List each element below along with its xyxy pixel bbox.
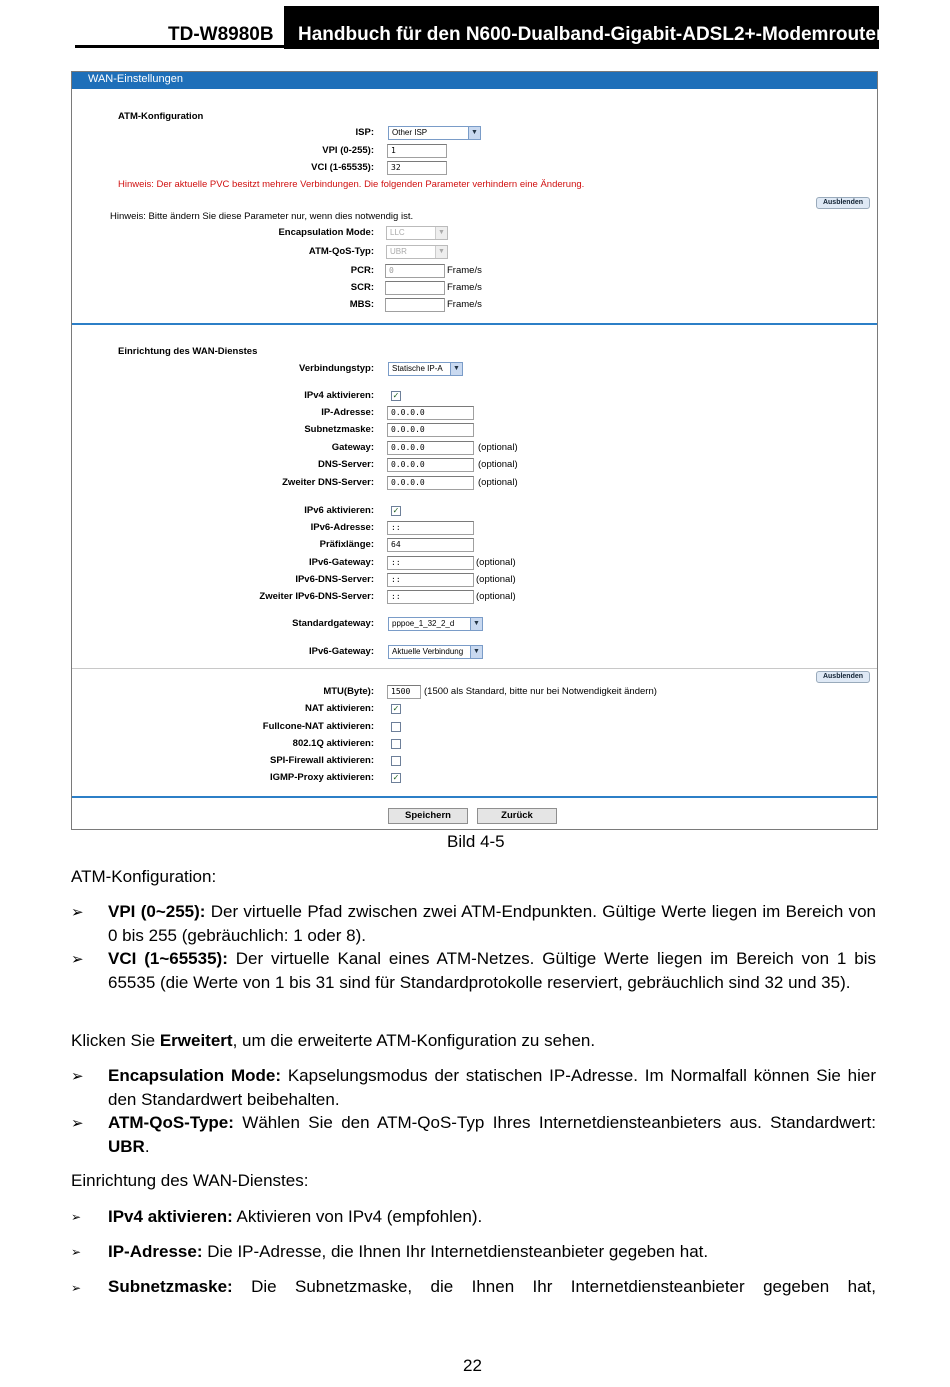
ipv4-desc-text: Aktivieren von IPv4 (empfohlen). [232, 1207, 483, 1226]
ipv6-gw-label: IPv6-Gateway: [309, 557, 374, 568]
wan-heading: Einrichtung des WAN-Dienstes [118, 346, 258, 357]
prefix-label: Präfixlänge: [319, 539, 374, 550]
isp-select[interactable] [388, 126, 481, 140]
qos-default: UBR [108, 1136, 145, 1156]
section-divider [72, 323, 877, 325]
ipv4-enable-checkbox[interactable]: ✓ [392, 391, 400, 400]
window-title: WAN-Einstellungen [88, 73, 183, 85]
save-button[interactable]: Speichern [388, 808, 468, 824]
page-number: 22 [463, 1356, 482, 1375]
ipv4-enable-label: IPv4 aktivieren: [304, 390, 374, 401]
conn-type-select[interactable] [388, 362, 463, 376]
pvc-warning: Hinweis: Der aktuelle PVC besitzt mehrere Verbindungen. Die folgenden Parameter verhindern eine Änderung. [118, 179, 585, 190]
ipv6-dns-label: IPv6-DNS-Server: [295, 574, 374, 585]
hide-atm-advanced-button[interactable]: Ausblenden [816, 197, 870, 209]
ipv6-enable-checkbox[interactable]: ✓ [392, 506, 400, 515]
qos-desc-text: Wählen Sie den ATM-QoS-Typ Ihres Internetdiensteanbieters aus. Standardwert: [233, 1113, 876, 1132]
spi-checkbox[interactable] [391, 756, 401, 766]
chevron-down-icon: ▼ [470, 618, 482, 630]
vci-label: VCI (1-65535): [311, 162, 374, 173]
vpi-label: VPI (0-255): [322, 145, 374, 156]
ipv6-dns2-input[interactable]: :: [387, 590, 474, 604]
scr-input[interactable] [385, 281, 445, 295]
qos-description [108, 1111, 876, 1158]
ipv6-gw-optional: (optional) [476, 557, 516, 568]
default-gw-select[interactable] [388, 617, 483, 631]
bullet-arrow-icon: ➢ [71, 1210, 82, 1224]
mbs-unit: Frame/s [447, 299, 482, 310]
ip-term: IP-Adresse: [108, 1242, 203, 1261]
encap-desc-text: Kapselungsmodus der statischen IP-Adresse. Im Normalfall können Sie hier den Standardwert beibehalten. [108, 1066, 876, 1109]
dns2-input[interactable]: 0.0.0.0 [387, 476, 474, 490]
chevron-down-icon: ▼ [450, 363, 462, 375]
chevron-down-icon: ▼ [468, 127, 480, 139]
figure-caption: Bild 4-5 [447, 832, 505, 851]
advanced-paragraph [71, 1031, 595, 1051]
prefix-input[interactable]: 64 [387, 538, 474, 552]
nat-checkbox[interactable]: ✓ [392, 704, 400, 713]
qos-term: ATM-QoS-Type: [108, 1113, 234, 1132]
dot1q-checkbox[interactable] [391, 739, 401, 749]
ipv6-gw-sel-value: Aktuelle Verbindung [392, 647, 464, 656]
pcr-unit: Frame/s [447, 265, 482, 276]
default-gw-value: pppoe_1_32_2_d [392, 619, 455, 628]
fullcone-checkbox[interactable] [391, 722, 401, 732]
qos-value: UBR [390, 247, 407, 256]
advanced-term: Erweitert [159, 1031, 233, 1050]
bullet-arrow-icon: ➢ [71, 904, 84, 921]
encap-description [108, 1064, 876, 1111]
ipv6-addr-label: IPv6-Adresse: [310, 522, 374, 533]
ipv6-enable-label: IPv6 aktivieren: [304, 505, 374, 516]
default-gw-label: Standardgateway: [292, 618, 374, 629]
spi-label: SPI-Firewall aktivieren: [269, 755, 374, 766]
pcr-input[interactable]: 0 [385, 264, 445, 278]
gateway-input[interactable]: 0.0.0.0 [387, 441, 474, 455]
scr-unit: Frame/s [447, 282, 482, 293]
pcr-label: PCR: [350, 265, 374, 276]
qos-end: . [144, 1136, 150, 1156]
conn-type-value: Statische IP-A [392, 364, 443, 373]
fullcone-label: Fullcone-NAT aktivieren: [262, 721, 374, 732]
isp-label: ISP: [355, 127, 374, 138]
dns-input[interactable]: 0.0.0.0 [387, 458, 474, 472]
model-name: TD-W8980B [168, 24, 274, 45]
ipv6-dns-optional: (optional) [476, 574, 516, 585]
qos-label: ATM-QoS-Typ: [308, 246, 374, 257]
gateway-optional: (optional) [478, 442, 518, 453]
vci-description [108, 947, 876, 994]
ipv6-gw-input[interactable]: :: [387, 556, 474, 570]
ipv6-gw-select[interactable] [388, 645, 483, 659]
header-underline [75, 45, 285, 48]
subnet-desc-text: Die Subnetzmaske, die Ihnen Ihr Internetdiensteanbieter gegeben hat, [232, 1277, 876, 1296]
mtu-note: (1500 als Standard, bitte nur bei Notwendigkeit ändern) [424, 686, 657, 697]
encap-select[interactable] [386, 226, 448, 240]
vci-term: VCI (1~65535): [108, 949, 228, 968]
vpi-description [108, 900, 876, 947]
ipv6-gw-sel-label: IPv6-Gateway: [309, 646, 374, 657]
ipv6-dns-input[interactable]: :: [387, 573, 474, 587]
vci-desc-text: Der virtuelle Kanal eines ATM-Netzes. Gültige Werte liegen im Bereich von 1 bis 65535 (die Werte von 1 bis 31 sind für Standardprotokolle reserviert, gebräuchlich sind 32 und 35). [108, 949, 876, 992]
advanced-divider [72, 668, 877, 669]
subnet-input[interactable]: 0.0.0.0 [387, 423, 474, 437]
qos-select[interactable] [386, 245, 448, 259]
atm-heading: ATM-Konfiguration [118, 111, 204, 122]
subnet-term: Subnetzmaske: [108, 1277, 233, 1296]
isp-value: Other ISP [392, 128, 428, 137]
conn-type-label: Verbindungstyp: [299, 363, 374, 374]
bullet-arrow-icon: ➢ [71, 951, 84, 968]
ip-input[interactable]: 0.0.0.0 [387, 406, 474, 420]
ip-desc-text: Die IP-Adresse, die Ihnen Ihr Internetdiensteanbieter gegeben hat. [202, 1242, 709, 1261]
back-button[interactable]: Zurück [477, 808, 557, 824]
igmp-label: IGMP-Proxy aktivieren: [269, 772, 374, 783]
encap-term: Encapsulation Mode: [108, 1066, 282, 1085]
bullet-arrow-icon: ➢ [71, 1245, 82, 1259]
gateway-label: Gateway: [331, 442, 374, 453]
ipv4-term: IPv4 aktivieren: [108, 1207, 233, 1226]
ipv4-description [108, 1205, 876, 1229]
encap-value: LLC [390, 228, 405, 237]
chevron-down-icon: ▼ [435, 227, 447, 239]
mbs-input[interactable] [385, 298, 445, 312]
dns-label: DNS-Server: [318, 459, 374, 470]
nat-label: NAT aktivieren: [305, 703, 374, 714]
change-hint: Hinweis: Bitte ändern Sie diese Parameter nur, wenn dies notwendig ist. [110, 211, 414, 222]
subnet-description [108, 1275, 876, 1299]
bullet-arrow-icon: ➢ [71, 1068, 84, 1085]
vpi-input[interactable]: 1 [387, 144, 447, 158]
mtu-label: MTU(Byte): [323, 686, 374, 697]
dns-optional: (optional) [478, 459, 518, 470]
ip-description [108, 1240, 876, 1264]
vpi-term: VPI (0~255): [108, 902, 206, 921]
chevron-down-icon: ▼ [470, 646, 482, 658]
dot1q-label: 802.1Q aktivieren: [292, 738, 374, 749]
ip-label: IP-Adresse: [321, 407, 374, 418]
section-divider [72, 796, 877, 798]
bullet-arrow-icon: ➢ [71, 1115, 84, 1132]
wan-section-heading: Einrichtung des WAN-Dienstes: [71, 1171, 309, 1190]
window-title-bar [72, 72, 877, 89]
dns2-optional: (optional) [478, 477, 518, 488]
encap-label: Encapsulation Mode: [278, 227, 374, 238]
adv-pre: Klicken Sie [71, 1031, 160, 1050]
wan-settings-screenshot [71, 71, 878, 830]
ipv6-dns2-optional: (optional) [476, 591, 516, 602]
mtu-input[interactable]: 1500 [387, 685, 421, 699]
scr-label: SCR: [350, 282, 374, 293]
mbs-label: MBS: [349, 299, 374, 310]
igmp-checkbox[interactable]: ✓ [392, 773, 400, 782]
hide-wan-advanced-button[interactable]: Ausblenden [816, 671, 870, 683]
adv-post: , um die erweiterte ATM-Konfiguration zu sehen. [232, 1031, 596, 1050]
ipv6-addr-input[interactable]: :: [387, 521, 474, 535]
subnet-label: Subnetzmaske: [304, 424, 374, 435]
chevron-down-icon: ▼ [435, 246, 447, 258]
bullet-arrow-icon: ➢ [71, 1281, 82, 1295]
dns2-label: Zweiter DNS-Server: [282, 477, 374, 488]
ipv6-dns2-label: Zweiter IPv6-DNS-Server: [259, 591, 374, 602]
vpi-desc-text: Der virtuelle Pfad zwischen zwei ATM-Endpunkten. Gültige Werte liegen im Bereich von 0 bis 255 (gebräuchlich: 1 oder 8). [108, 902, 876, 945]
manual-title: Handbuch für den N600-Dualband-Gigabit-ADSL2+-Modemrouter [298, 24, 884, 45]
atm-section-heading: ATM-Konfiguration: [71, 867, 217, 886]
vci-input[interactable]: 32 [387, 161, 447, 175]
